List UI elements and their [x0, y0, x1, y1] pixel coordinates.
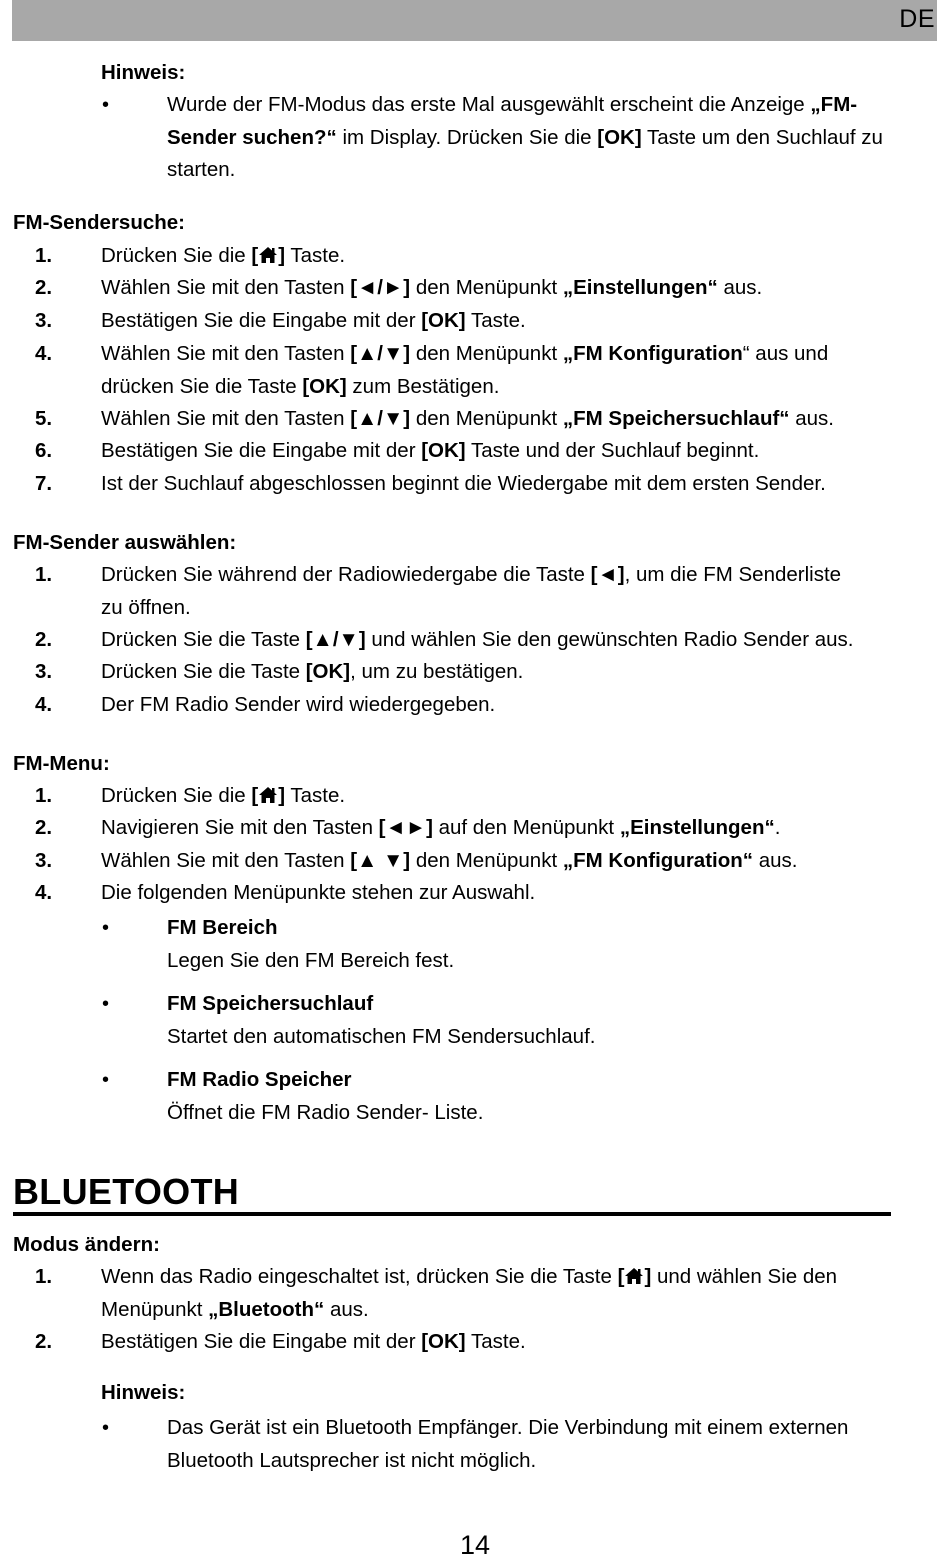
- step-text: [101, 403, 931, 436]
- step-text: [101, 305, 931, 338]
- section-title: FM-Menu:: [13, 752, 110, 775]
- step-text-part: aus.: [324, 1297, 369, 1321]
- chapter-heading: BLUETOOTH: [13, 1171, 240, 1212]
- step-number: 4.: [35, 881, 53, 904]
- note-text: [167, 89, 937, 187]
- bracket: ]: [644, 1265, 652, 1288]
- key-label: [OK]: [421, 439, 466, 462]
- note-text-bold: „FM-: [810, 93, 858, 116]
- option-desc: Öffnet die FM Radio Sender- Liste.: [167, 1100, 484, 1124]
- step-text: [101, 435, 931, 468]
- menu-name: „FM Speichersuchlauf“: [562, 407, 790, 430]
- step-number: 6.: [35, 439, 53, 462]
- step-text-part: Taste.: [465, 309, 526, 332]
- step-text-part: , um zu bestätigen.: [350, 660, 524, 683]
- menu-name: „FM Konfiguration“: [562, 849, 754, 872]
- step-text: [101, 812, 931, 845]
- key-label: [OK]: [302, 374, 347, 398]
- step-text-part: Drücken Sie während der Radiowiedergabe die Taste: [101, 563, 591, 586]
- step-text: Ist der Suchlauf abgeschlossen beginnt die Wiedergabe mit dem ersten Sender.: [101, 472, 826, 495]
- step-number: 2.: [35, 1330, 53, 1353]
- step-text-part: Taste.: [465, 1330, 526, 1353]
- step-number: 5.: [35, 407, 53, 430]
- step-number: 1.: [35, 563, 53, 586]
- step-text-part: Menüpunkt: [101, 1297, 209, 1321]
- step-number: 7.: [35, 472, 53, 495]
- step-number: 3.: [35, 309, 53, 332]
- step-text-part: Bestätigen Sie die Eingabe mit der: [101, 1330, 422, 1353]
- bullet-dot: •: [102, 94, 110, 116]
- menu-name: „Einstellungen“: [562, 276, 718, 299]
- step-text: [101, 240, 931, 273]
- step-number: 1.: [35, 1265, 53, 1288]
- option-name: FM Speichersuchlauf: [167, 992, 374, 1015]
- key-label: [◄]: [590, 563, 625, 586]
- step-text-part: Wählen Sie mit den Tasten: [101, 342, 351, 365]
- section-title: Modus ändern:: [13, 1233, 160, 1256]
- step-text: [101, 1326, 931, 1359]
- step-text-part: zu öffnen.: [101, 595, 191, 619]
- option-desc: Startet den automatischen FM Sendersuchlauf.: [167, 1024, 596, 1048]
- key-label: [▲/▼]: [350, 407, 411, 430]
- step-text-part: .: [774, 816, 781, 839]
- bracket: [: [251, 784, 259, 807]
- step-text-part: drücken Sie die Taste: [101, 374, 303, 398]
- home-icon: [258, 786, 278, 804]
- note-text-part: Taste um den Suchlauf zu: [641, 125, 883, 149]
- section-title: FM-Sendersuche:: [13, 211, 185, 234]
- bracket: ]: [278, 244, 286, 267]
- key-label: [◄►]: [378, 816, 433, 839]
- step-text-part: Taste.: [285, 784, 346, 807]
- step-number: 1.: [35, 784, 53, 807]
- step-text-part: den Menüpunkt: [410, 342, 563, 365]
- step-text: [101, 780, 931, 813]
- key-label: [OK]: [421, 1330, 466, 1353]
- bullet-dot: •: [102, 1069, 110, 1091]
- step-text-part: Drücken Sie die Taste: [101, 660, 306, 683]
- note-text-part: Wurde der FM-Modus das erste Mal ausgewählt erscheint die Anzeige: [167, 93, 811, 116]
- step-text-part: den Menüpunkt: [410, 407, 563, 430]
- bullet-dot: •: [102, 993, 110, 1015]
- note-text-part: im Display. Drücken Sie die: [336, 125, 598, 149]
- option-name: FM Radio Speicher: [167, 1068, 352, 1091]
- bracket: ]: [278, 784, 286, 807]
- note-text-bold: Sender suchen?“: [167, 125, 337, 149]
- step-number: 3.: [35, 660, 53, 683]
- heading-underline: [13, 1212, 891, 1216]
- key-label: [OK]: [421, 309, 466, 332]
- language-label: DE: [899, 5, 935, 33]
- section-title: FM-Sender auswählen:: [13, 531, 237, 554]
- step-number: 4.: [35, 693, 53, 716]
- step-text: [101, 272, 931, 305]
- step-text-part: aus.: [753, 849, 798, 872]
- step-number: 3.: [35, 849, 53, 872]
- bracket: [: [617, 1265, 625, 1288]
- step-text-part: Wenn das Radio eingeschaltet ist, drücken Sie die Taste: [101, 1265, 618, 1288]
- step-text-part: zum Bestätigen.: [346, 374, 500, 398]
- step-text: Der FM Radio Sender wird wiedergegeben.: [101, 693, 496, 716]
- step-text: [101, 656, 931, 689]
- step-text-part: Taste und der Suchlauf beginnt.: [465, 439, 760, 462]
- bullet-dot: •: [102, 917, 110, 939]
- menu-name: „Bluetooth“: [208, 1297, 325, 1321]
- note-text-part: starten.: [167, 158, 236, 181]
- step-text: [101, 624, 931, 657]
- step-text-part: den Menüpunkt: [410, 849, 563, 872]
- step-text-part: Taste.: [285, 244, 346, 267]
- key-label: [▲/▼]: [350, 342, 411, 365]
- header-bar: [12, 0, 937, 41]
- menu-option: [167, 912, 937, 977]
- step-text-part: Bestätigen Sie die Eingabe mit der: [101, 309, 422, 332]
- key-label: [OK]: [305, 660, 351, 683]
- home-icon: [624, 1267, 644, 1285]
- step-text: [101, 845, 931, 878]
- step-text-part: aus.: [789, 407, 834, 430]
- step-text-part: , um die FM Senderliste: [624, 563, 842, 586]
- key-label: [▲/▼]: [305, 628, 366, 651]
- step-number: 2.: [35, 276, 53, 299]
- note-label: Hinweis:: [101, 61, 186, 84]
- page-number: 14: [459, 1530, 491, 1560]
- menu-name: „Einstellungen“: [619, 816, 775, 839]
- step-text-part: und wählen Sie den: [651, 1265, 838, 1288]
- step-text-part: Wählen Sie mit den Tasten: [101, 849, 351, 872]
- step-text-part: Bestätigen Sie die Eingabe mit der: [101, 439, 422, 462]
- step-text: [101, 559, 931, 624]
- note-label: Hinweis:: [101, 1381, 186, 1404]
- note-text: [167, 1412, 937, 1477]
- step-text: [101, 338, 931, 403]
- step-text-part: und wählen Sie den gewünschten Radio Sender aus.: [365, 628, 854, 651]
- step-text-part: Wählen Sie mit den Tasten: [101, 407, 351, 430]
- step-text-part: Drücken Sie die Taste: [101, 628, 306, 651]
- step-number: 4.: [35, 342, 53, 365]
- step-text-part: Drücken Sie die: [101, 244, 252, 267]
- note-text-part: Bluetooth Lautsprecher ist nicht möglich.: [167, 1448, 537, 1472]
- key-label: [◄/►]: [350, 276, 411, 299]
- step-text-part: Drücken Sie die: [101, 784, 252, 807]
- option-name: FM Bereich: [167, 916, 278, 939]
- menu-option: [167, 1064, 937, 1129]
- step-text-part: auf den Menüpunkt: [432, 816, 620, 839]
- step-text-part: aus.: [717, 276, 763, 299]
- home-icon: [258, 246, 278, 264]
- step-text-part: den Menüpunkt: [410, 276, 563, 299]
- note-text-bold: [OK]: [597, 125, 642, 149]
- bullet-dot: •: [102, 1417, 110, 1439]
- option-desc: Legen Sie den FM Bereich fest.: [167, 948, 455, 972]
- note-text-part: Das Gerät ist ein Bluetooth Empfänger. Die Verbindung mit einem externen: [167, 1416, 849, 1439]
- step-number: 1.: [35, 244, 53, 267]
- step-number: 2.: [35, 628, 53, 651]
- key-label: [▲ ▼]: [350, 849, 411, 872]
- bracket: [: [251, 244, 259, 267]
- step-text: Die folgenden Menüpunkte stehen zur Auswahl.: [101, 881, 536, 904]
- step-text-part: “ aus und: [742, 342, 829, 365]
- menu-name: „FM Konfiguration: [562, 342, 743, 365]
- step-text: [101, 1261, 931, 1326]
- step-text-part: Navigieren Sie mit den Tasten: [101, 816, 379, 839]
- step-number: 2.: [35, 816, 53, 839]
- menu-option: [167, 988, 937, 1053]
- step-text-part: Wählen Sie mit den Tasten: [101, 276, 351, 299]
